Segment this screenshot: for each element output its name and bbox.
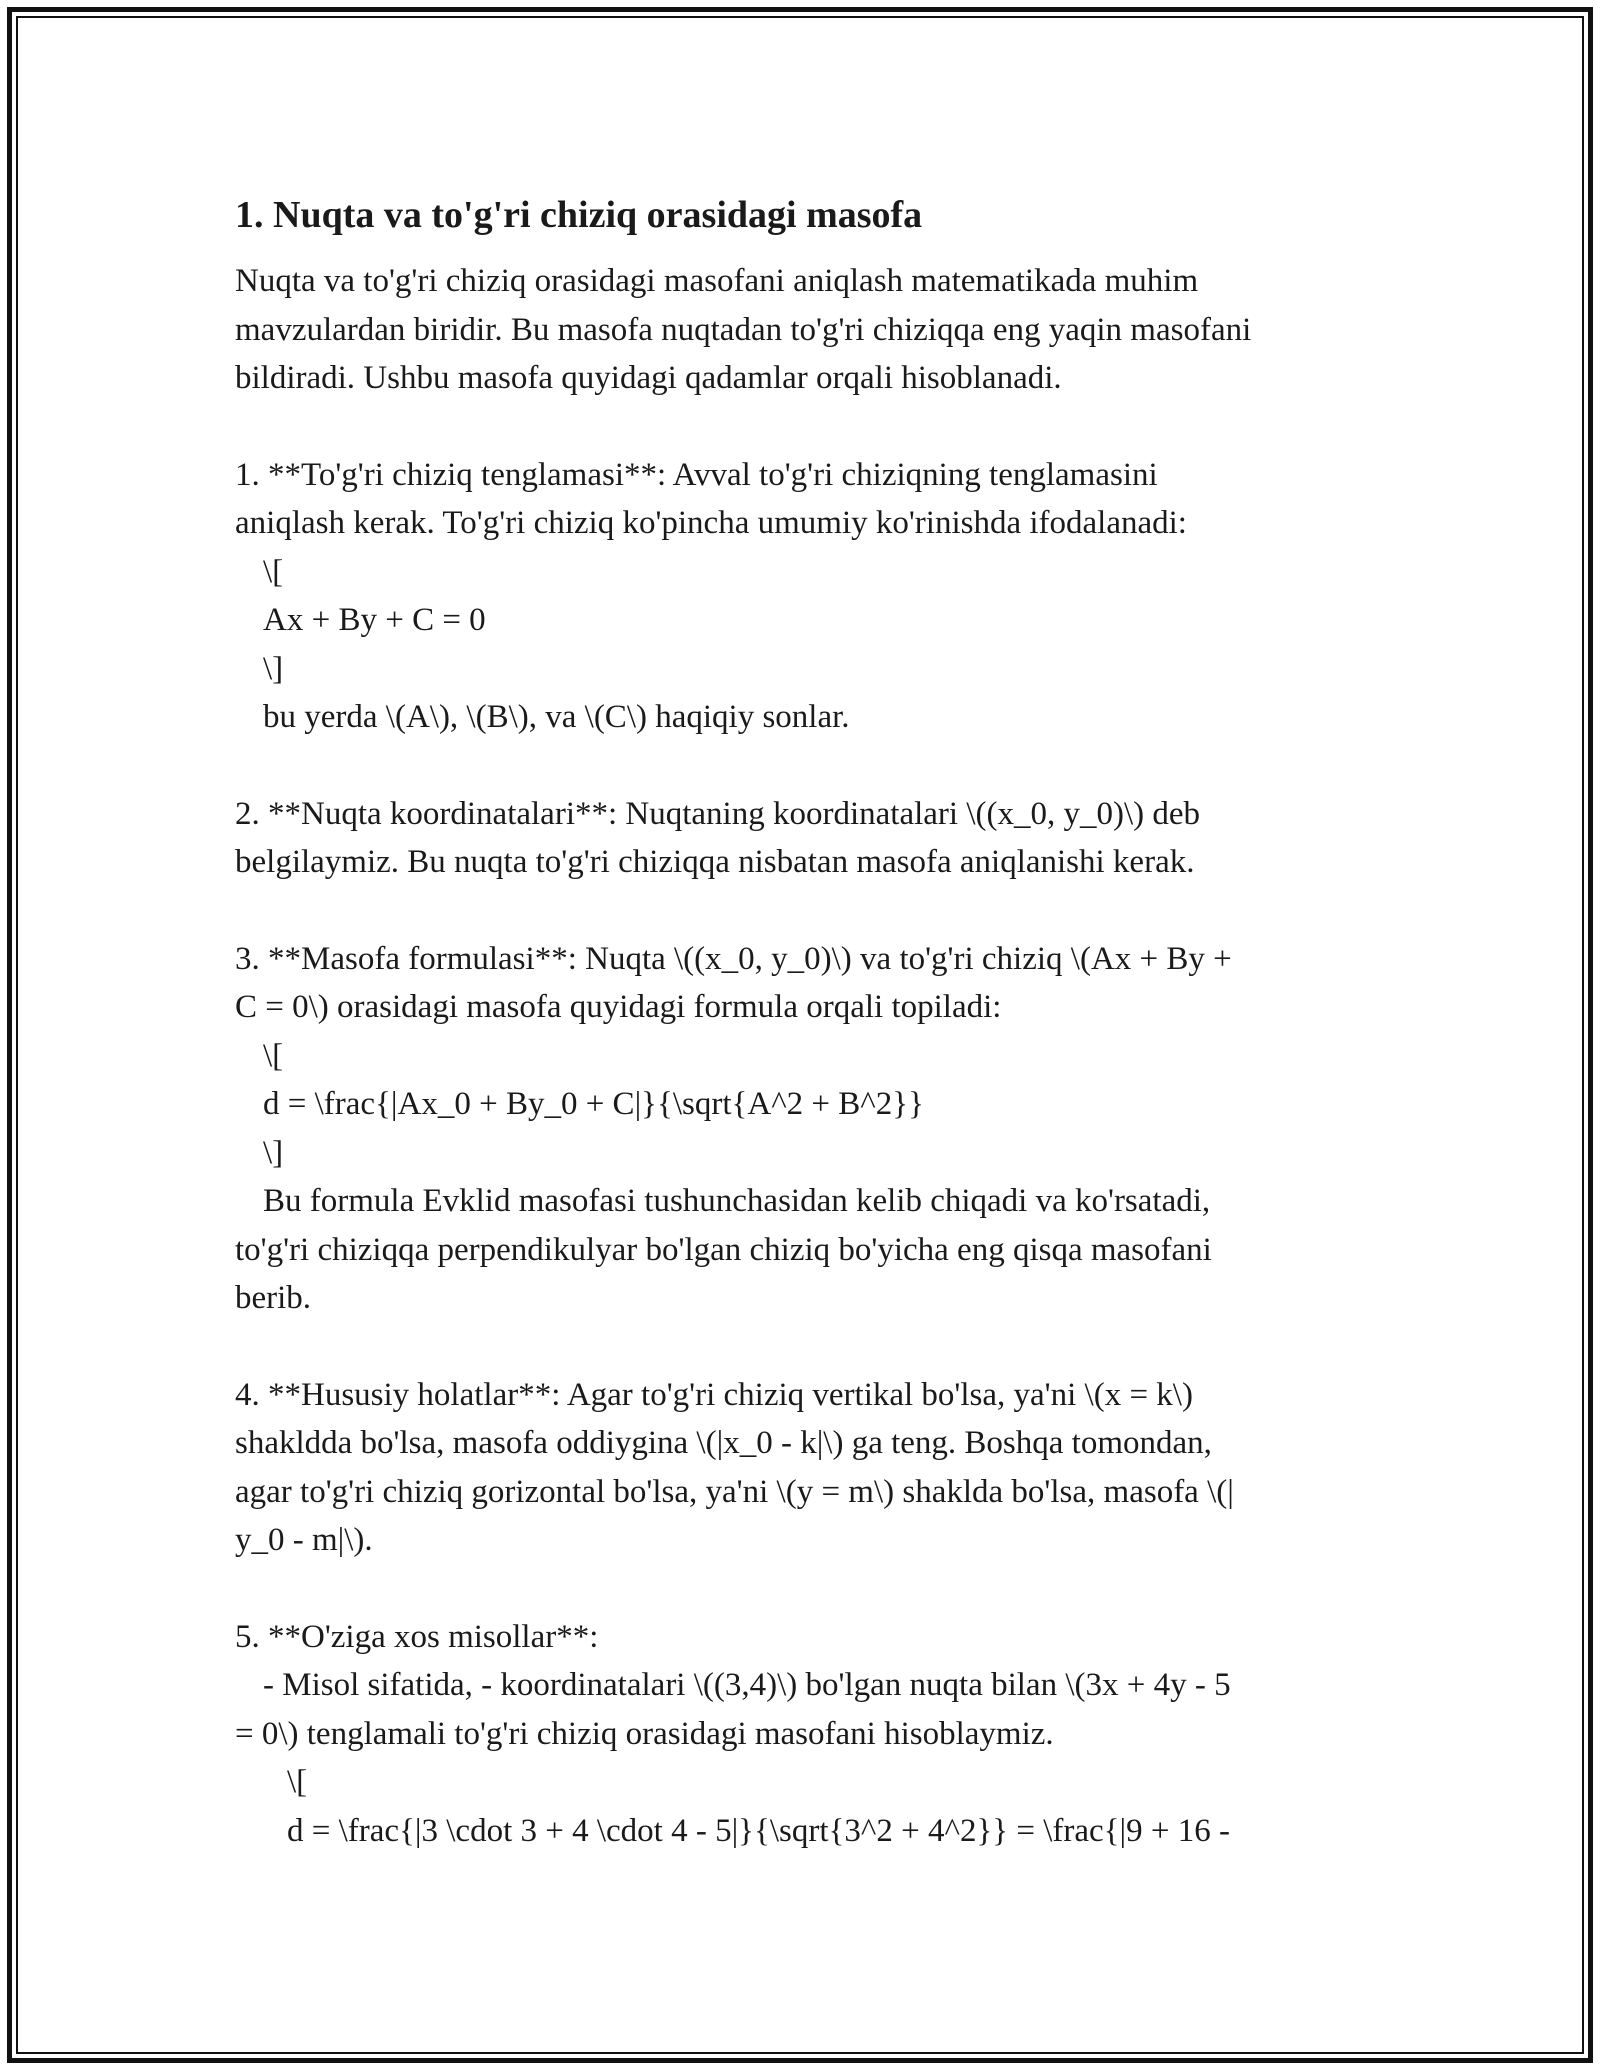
text-line: aniqlash kerak. To'g'ri chiziq ko'pincha umumiy ko'rinishda ifodalanadi: (235, 505, 1187, 541)
list-item: - Misol sifatida, - koordinatalari \((3,4)\) bo'lgan nuqta bilan \(3x + 4y - 5 (263, 1667, 1231, 1703)
equation-line: d = \frac{|Ax_0 + By_0 + C|}{\sqrt{A^2 + B^2}} (263, 1086, 924, 1122)
text-line: C = 0\) orasidagi masofa quyidagi formula orqali topiladi: (235, 989, 1002, 1025)
text-line: bu yerda \(A\), \(B\), va \(C\) haqiqiy sonlar. (263, 699, 850, 735)
equation-line: Ax + By + C = 0 (263, 602, 486, 638)
text-line: Nuqta va to'g'ri chiziq orasidagi masofani aniqlash matematikada muhim (235, 263, 1199, 299)
intro-paragraph (235, 257, 1385, 403)
text-line: 3. **Masofa formulasi**: Nuqta \((x_0, y_0)\) va to'g'ri chiziq \(Ax + By + (235, 940, 1232, 977)
step-2-paragraph (235, 790, 1385, 887)
step-5-paragraph (235, 1613, 1385, 1856)
text-line: mavzulardan biridir. Bu masofa nuqtadan to'g'ri chiziqqa eng yaqin masofani (235, 311, 1252, 348)
math-delimiter-open: \[ (287, 1764, 308, 1800)
text-line: 1. **To'g'ri chiziq tenglamasi**: Avval to'g'ri chiziqning tenglamasini (235, 456, 1158, 493)
math-delimiter-open: \[ (263, 553, 284, 590)
text-line: 4. **Hususiy holatlar**: Agar to'g'ri chiziq vertikal bo'lsa, ya'ni \(x = k\) (235, 1376, 1193, 1413)
math-delimiter-open: \[ (263, 1037, 284, 1074)
text-line: = 0\) tenglamali to'g'ri chiziq orasidagi masofani hisoblaymiz. (235, 1715, 1054, 1752)
document-body (235, 180, 1385, 1855)
text-line: berib. (235, 1280, 312, 1316)
text-line: to'g'ri chiziqqa perpendikulyar bo'lgan chiziq bo'yicha eng qisqa masofani (235, 1231, 1212, 1268)
math-delimiter-close: \] (263, 650, 284, 687)
section-title: 1. Nuqta va to'g'ri chiziq orasidagi masofa (235, 194, 923, 236)
text-line: agar to'g'ri chiziq gorizontal bo'lsa, ya'ni \(y = m\) shaklda bo'lsa, masofa \(| (235, 1473, 1234, 1510)
step-4-paragraph (235, 1371, 1385, 1565)
math-delimiter-close: \] (263, 1134, 284, 1171)
text-line: 5. **O'ziga xos misollar**: (235, 1618, 599, 1655)
text-line: 2. **Nuqta koordinatalari**: Nuqtaning koordinatalari \((x_0, y_0)\) deb (235, 795, 1201, 832)
step-3-paragraph (235, 935, 1385, 1323)
text-line: shakldda bo'lsa, masofa oddiygina \(|x_0 - k|\) ga teng. Boshqa tomondan, (235, 1425, 1212, 1461)
text-line: bildiradi. Ushbu masofa quyidagi qadamlar orqali hisoblanadi. (235, 360, 1062, 396)
step-1-paragraph (235, 451, 1385, 742)
text-line: y_0 - m|\). (235, 1522, 373, 1558)
equation-line: d = \frac{|3 \cdot 3 + 4 \cdot 4 - 5|}{\sqrt{3^2 + 4^2}} = \frac{|9 + 16 - (287, 1812, 1230, 1849)
text-line: Bu formula Evklid masofasi tushunchasidan kelib chiqadi va ko'rsatadi, (263, 1183, 1211, 1219)
text-line: belgilaymiz. Bu nuqta to'g'ri chiziqqa nisbatan masofa aniqlanishi kerak. (235, 844, 1195, 880)
